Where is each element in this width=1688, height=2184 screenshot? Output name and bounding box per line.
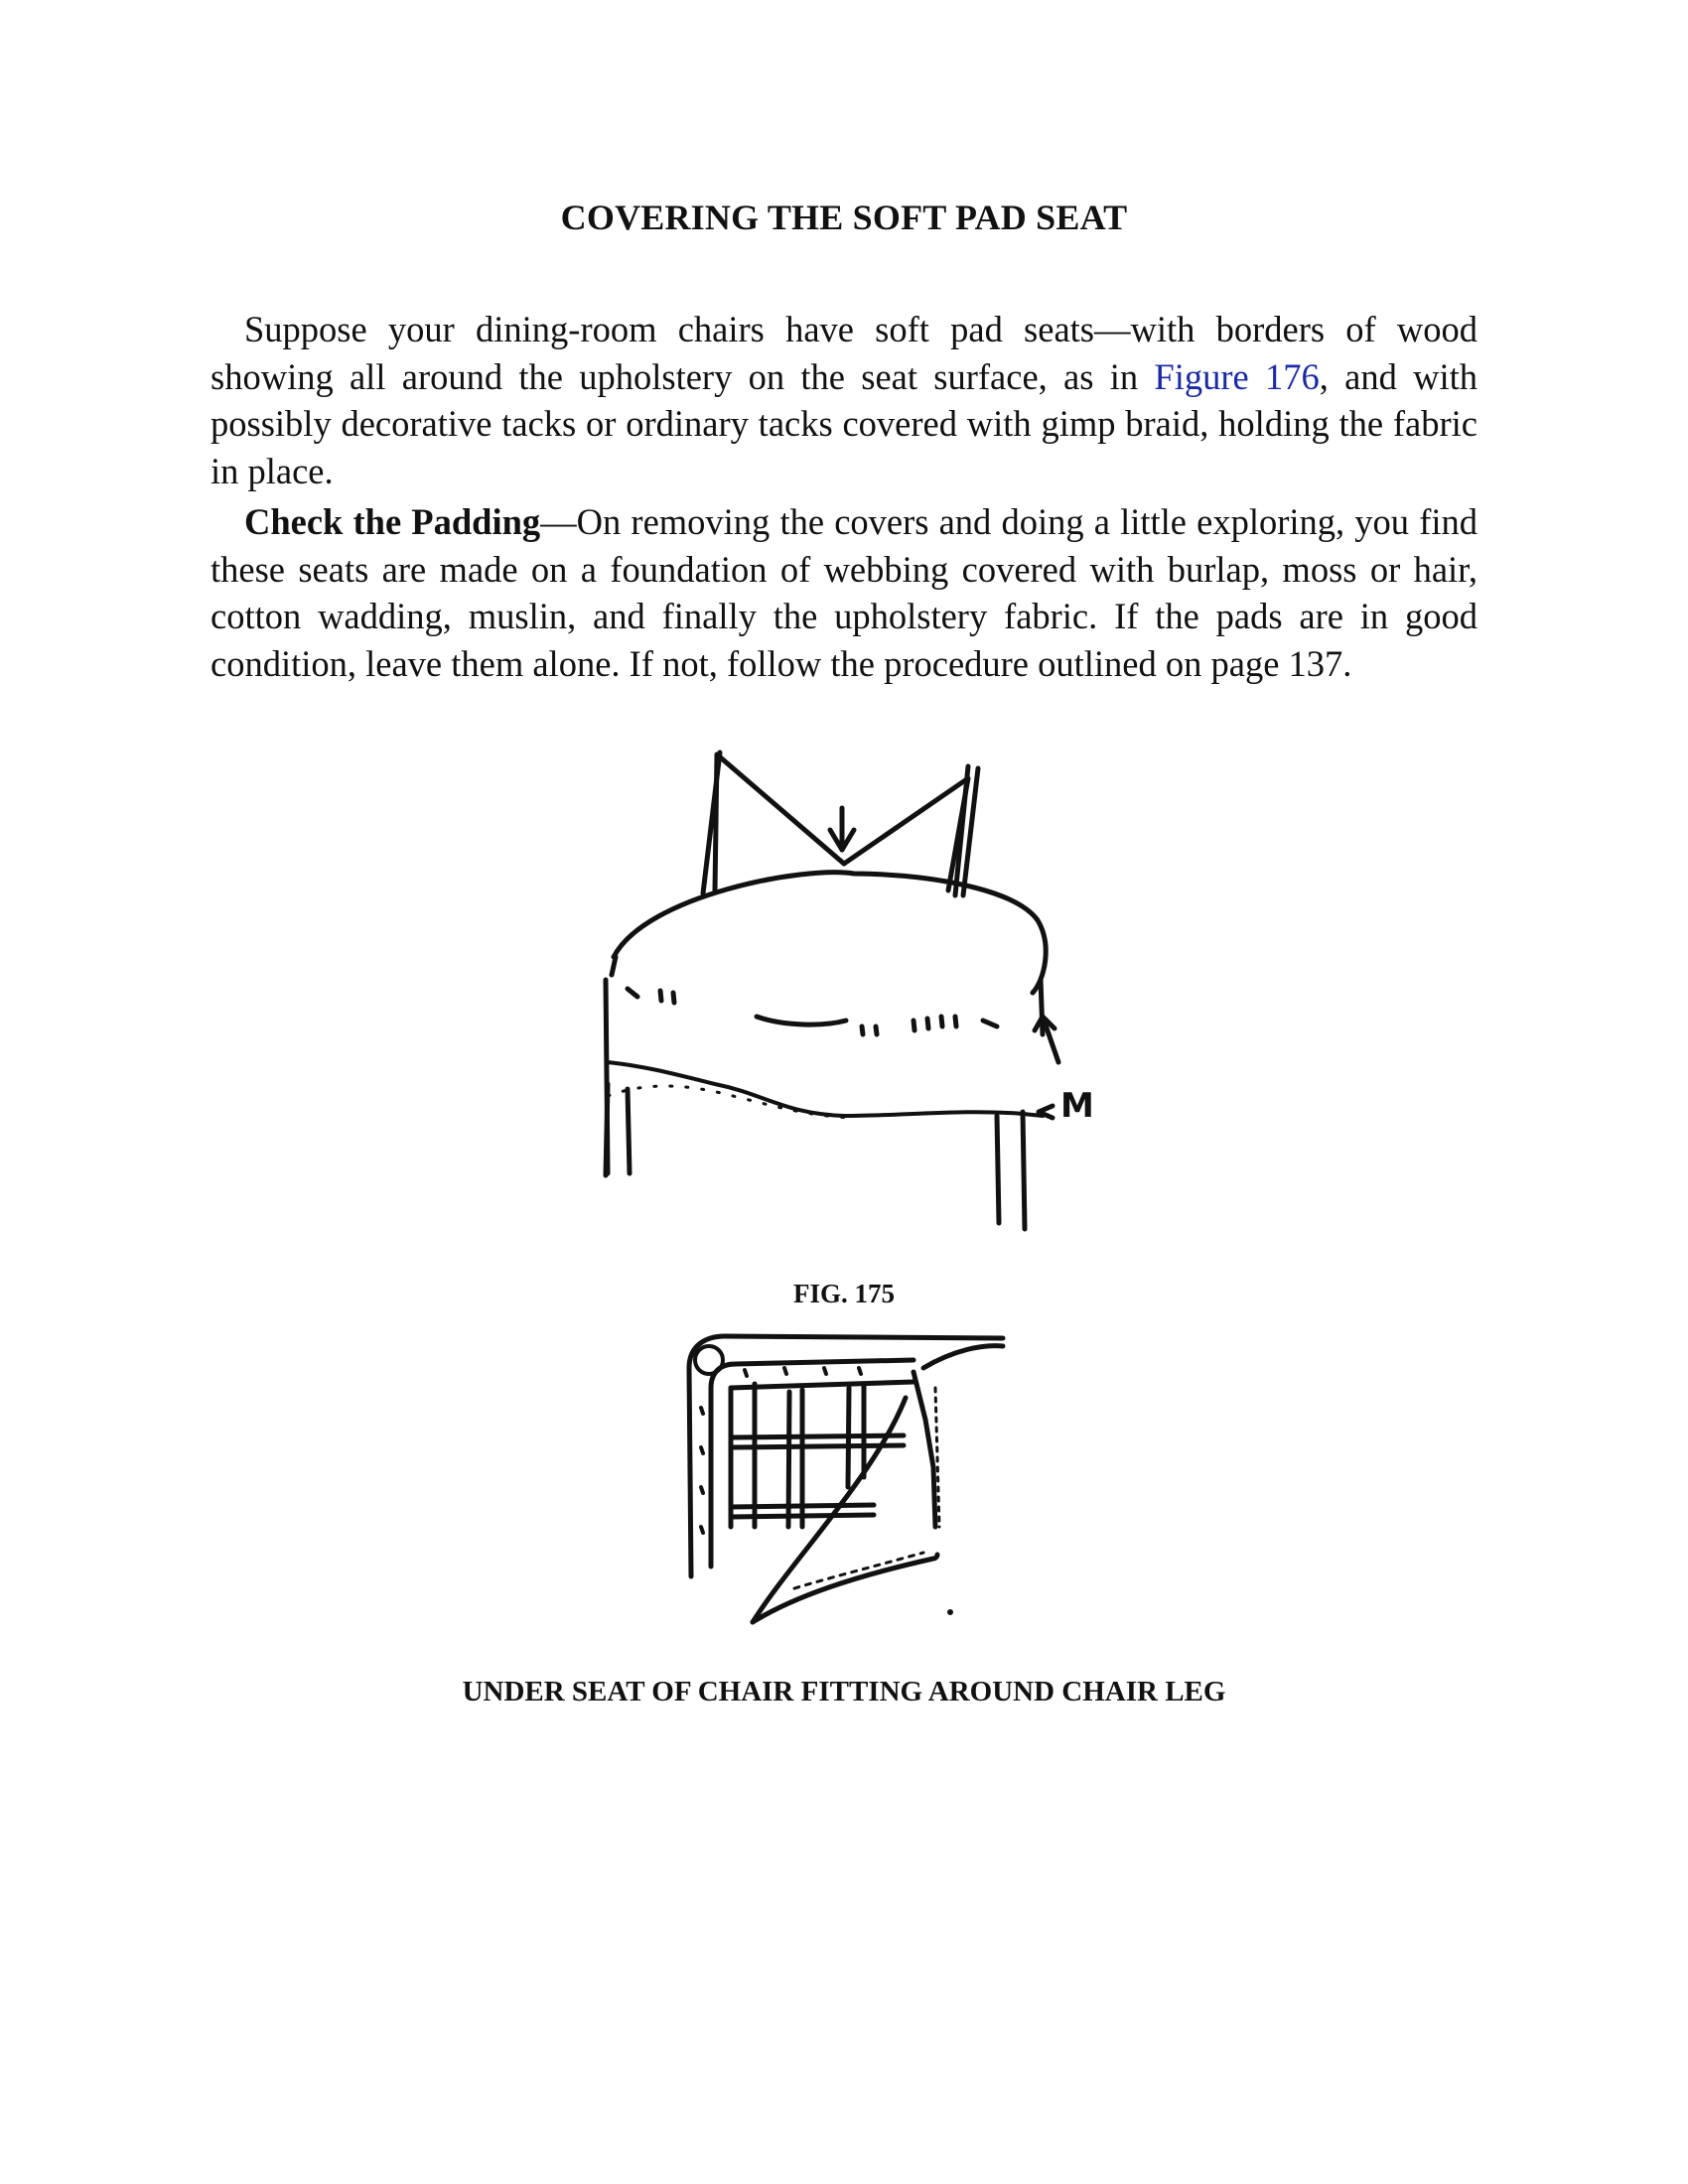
paragraph-1-text-end: , and with possibly decorative tacks or ordinary tacks covered with gimp braid, holding the fabric in place. xyxy=(211,355,1478,491)
paragraph-2 xyxy=(211,498,1477,687)
figure-175-illustration xyxy=(586,747,1122,1243)
check-padding-heading: Check the Padding xyxy=(244,501,541,542)
page-title: COVERING THE SOFT PAD SEAT xyxy=(560,198,1128,237)
paragraph-2-text: —On removing the covers and doing a little exploring, you find these seats are made on a foundation of webbing covered with burlap, moss or hair, cotton wadding, muslin, and finally the upholstery fabric. If the pads are in good condition, leave them alone. If not, follow the procedure outlined on page 137. xyxy=(211,501,1477,684)
figure-176-link[interactable]: Figure 176 xyxy=(1154,355,1320,397)
figure-175-label-m: M xyxy=(1060,1086,1094,1126)
paragraph-1-text-start: Suppose your dining-room chairs have soft pad seats—with borders of wood showing all around the upholstery on the seat surface, as in xyxy=(211,309,1477,397)
figure-176-caption: UNDER SEAT OF CHAIR FITTING AROUND CHAIR LEG xyxy=(462,1676,1226,1707)
body-text xyxy=(211,306,1477,691)
paragraph-1 xyxy=(211,306,1477,494)
figure-175-caption: FIG. 175 xyxy=(792,1279,895,1308)
figure-176-illustration xyxy=(675,1328,1033,1636)
